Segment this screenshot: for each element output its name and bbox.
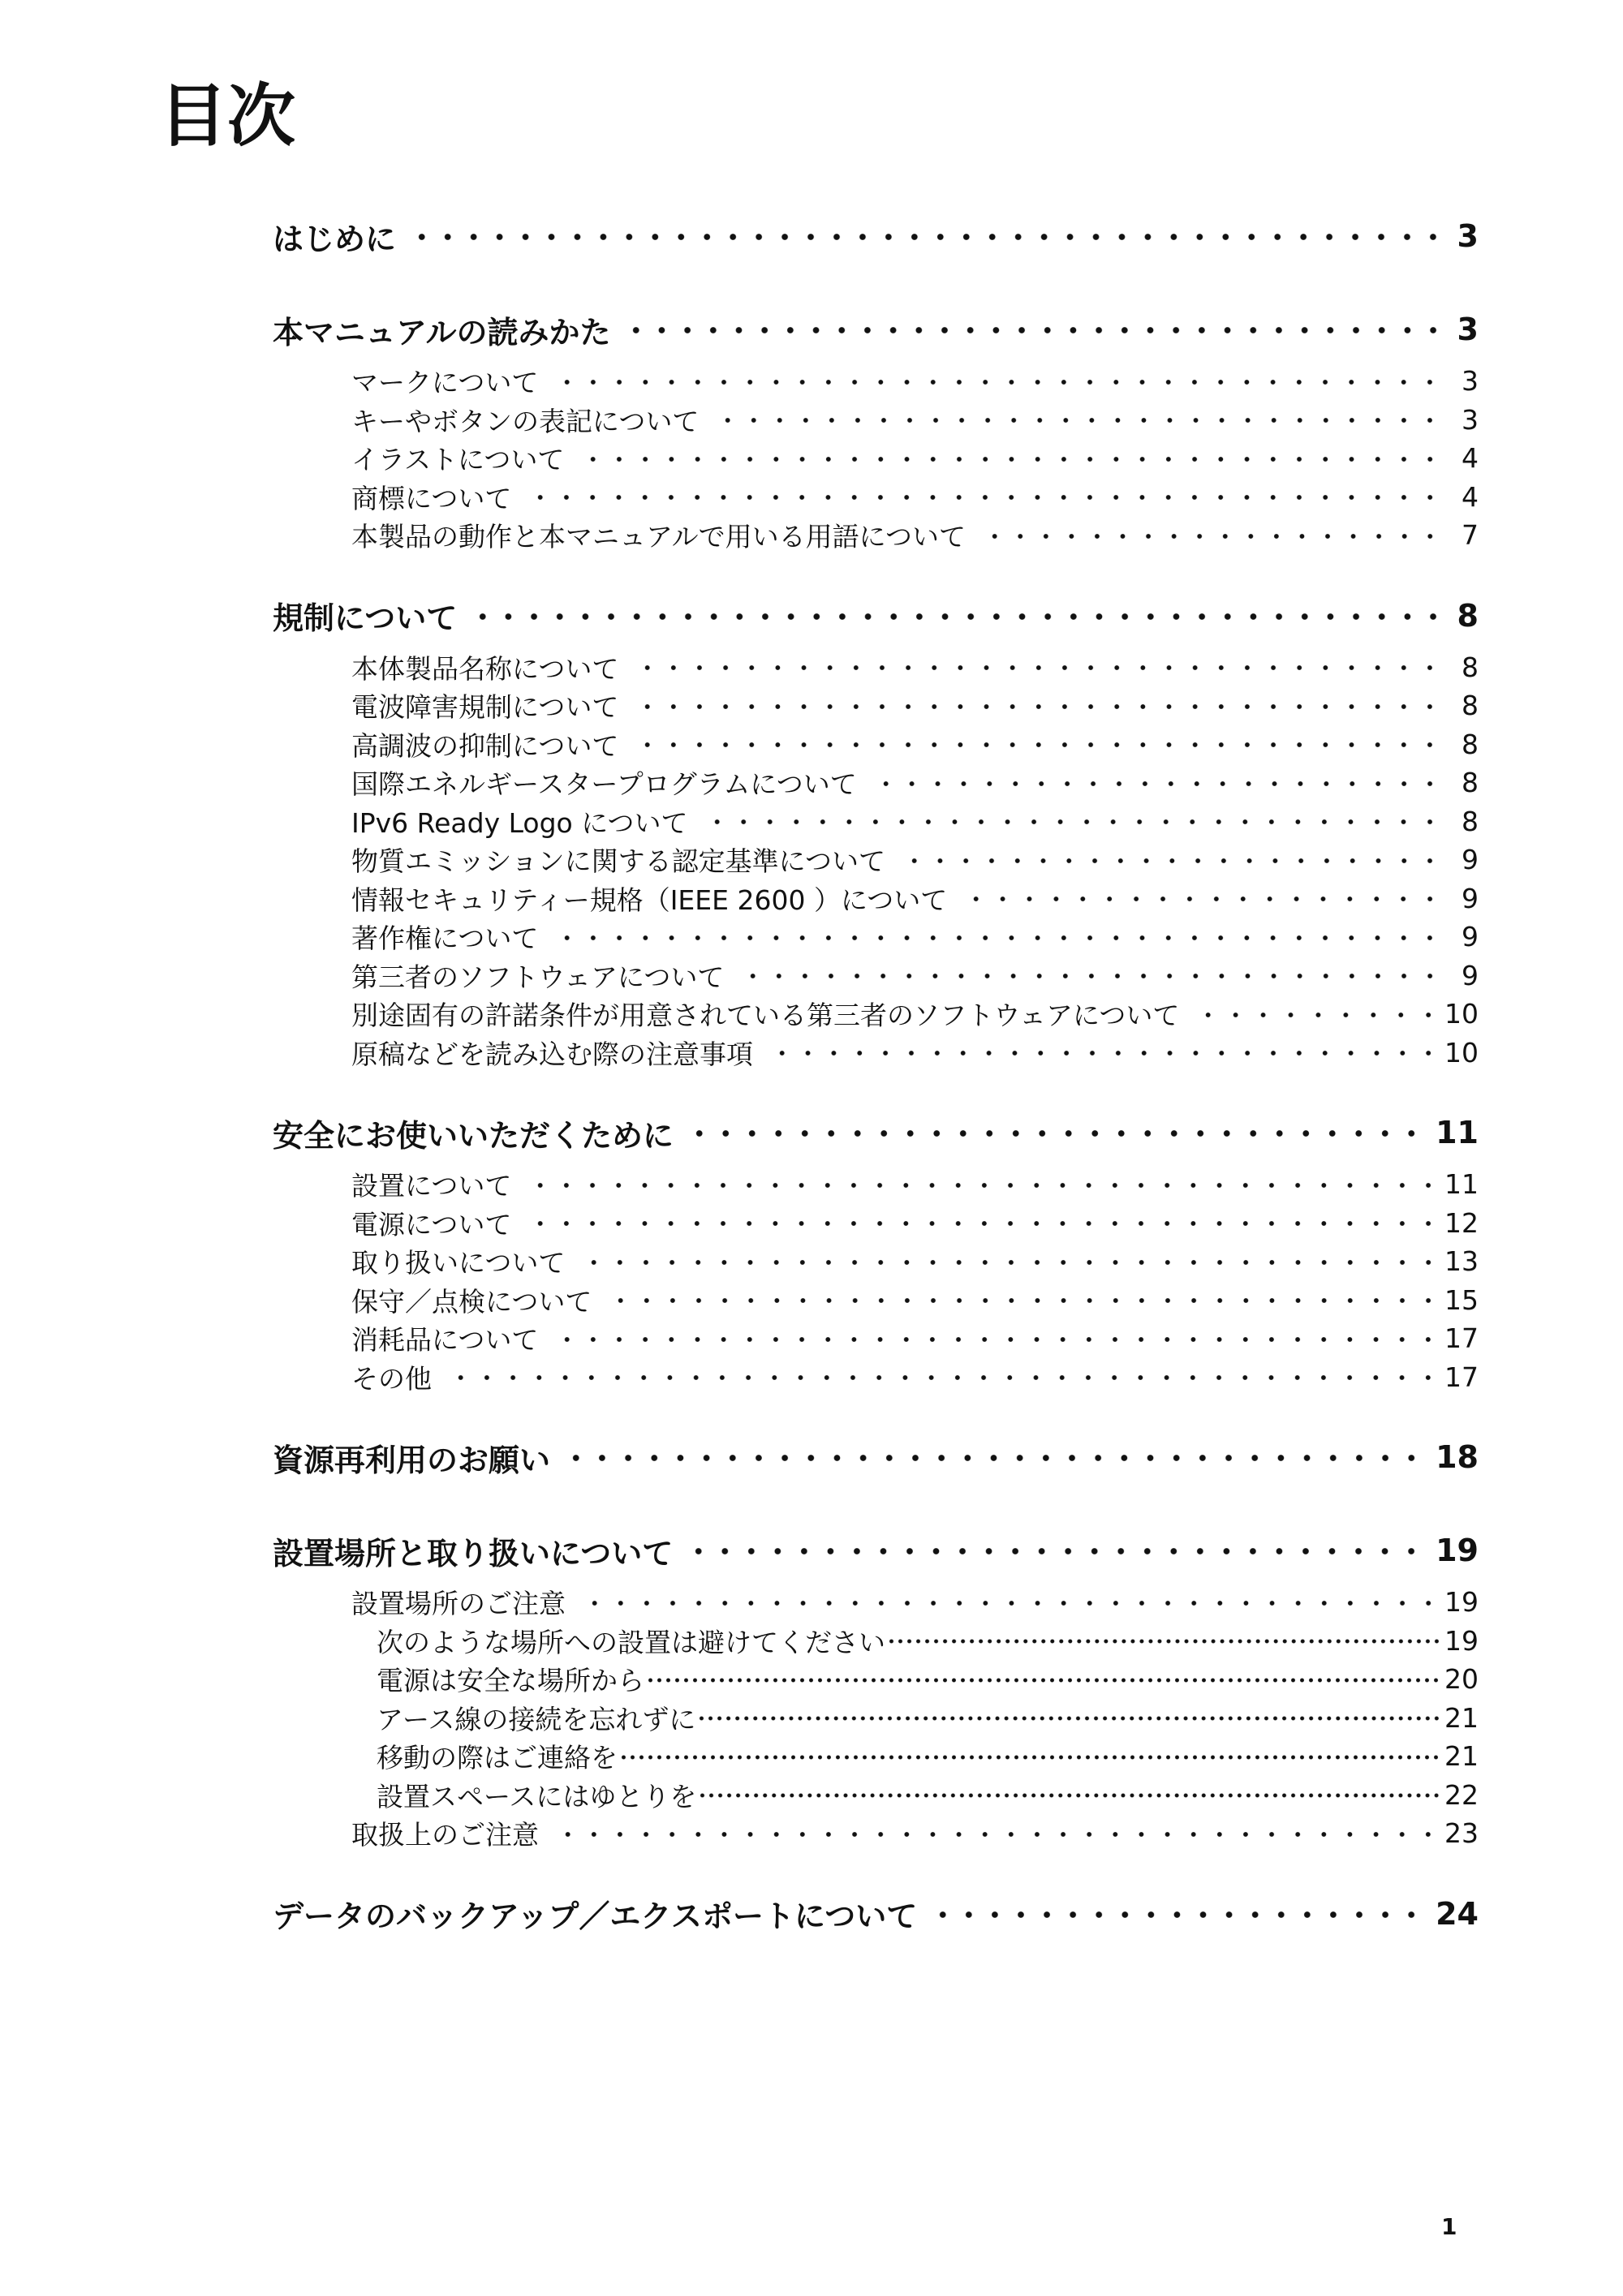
toc-section	[273, 1100, 1479, 1396]
toc-entry-row	[351, 957, 1479, 995]
toc-section	[273, 1518, 1479, 1853]
toc-entry-row	[351, 1583, 1479, 1622]
toc-heading-row	[273, 204, 1479, 269]
toc-subentry-row	[377, 1737, 1479, 1776]
dot-leader	[580, 439, 1443, 478]
toc-page-number: 9	[1462, 921, 1479, 953]
dot-leader	[581, 1242, 1441, 1281]
toc-heading-label: データのバックアップ／エクスポートについて	[273, 1898, 918, 1934]
toc-entry-label: 高調波の抑制について	[351, 729, 619, 762]
dot-leader	[697, 1699, 1441, 1738]
toc-subentry-row	[377, 1660, 1479, 1699]
toc-entry-label: 設置について	[351, 1170, 512, 1202]
toc-page-number: 17	[1444, 1322, 1479, 1355]
toc-heading-label: はじめに	[273, 221, 397, 257]
toc-subentry-row	[377, 1776, 1479, 1815]
toc-section	[273, 1881, 1479, 1946]
toc-heading-label: 本マニュアルの読みかた	[273, 314, 611, 350]
toc-entry-row	[351, 362, 1479, 401]
dot-leader	[982, 516, 1443, 555]
toc-entry-label: 第三者のソフトウェアについて	[351, 961, 725, 993]
toc-heading-label: 設置場所と取り扱いについて	[273, 1535, 674, 1572]
toc-page-number: 19	[1444, 1624, 1479, 1657]
toc-page-number: 9	[1462, 882, 1479, 914]
toc-entry-label: イラストについて	[351, 444, 565, 476]
toc-subentry-label: 電源は安全な場所から	[377, 1665, 644, 1697]
dot-leader	[527, 1204, 1441, 1243]
toc-entry-row	[351, 478, 1479, 517]
toc-entry-label: 国際エネルギースタープログラムについて	[351, 768, 857, 801]
dot-leader	[554, 918, 1443, 957]
toc-heading-row	[273, 297, 1479, 362]
toc-entry-row	[351, 1319, 1479, 1358]
toc-entry-row	[351, 1281, 1479, 1320]
toc-page-number: 15	[1444, 1283, 1479, 1316]
toc-entry-label: 取扱上のご注意	[351, 1819, 539, 1851]
toc-page-number: 17	[1444, 1361, 1479, 1393]
toc-entry-label: IPv6 Ready Logo について	[351, 806, 688, 839]
toc-heading-row	[273, 1425, 1479, 1490]
toc-page-number: 3	[1457, 218, 1479, 254]
toc-entry-label: 情報セキュリティー規格（IEEE 2600 ）について	[351, 884, 948, 916]
dot-leader	[687, 1100, 1424, 1165]
toc-page-number: 4	[1462, 442, 1479, 475]
toc-entry-label: 商標について	[351, 482, 512, 514]
dot-leader	[527, 1165, 1441, 1204]
toc-entry-row	[351, 725, 1479, 764]
dot-leader	[1195, 995, 1441, 1034]
toc-entry-label: 原稿などを読み込む際の注意事項	[351, 1038, 753, 1070]
toc-page-number: 11	[1436, 1115, 1479, 1150]
toc-page-number: 8	[1462, 651, 1479, 683]
dot-leader	[715, 401, 1443, 440]
toc-section	[273, 583, 1479, 1073]
toc-page-number: 8	[1462, 690, 1479, 722]
toc-page-number: 10	[1444, 998, 1479, 1030]
dot-leader	[555, 1814, 1441, 1853]
toc-page-number: 3	[1462, 403, 1479, 436]
toc-entry-row	[351, 1358, 1479, 1397]
toc-entry-label: 本製品の動作と本マニュアルで用いる用語について	[351, 521, 966, 553]
dot-leader	[409, 204, 1446, 269]
toc-entry-row	[351, 401, 1479, 440]
toc-page-number: 7	[1462, 519, 1479, 552]
dot-leader	[582, 1583, 1441, 1622]
toc-page-number: 8	[1462, 728, 1479, 760]
toc-entry-label: キーやボタンの表記について	[351, 405, 700, 437]
toc-entry-row	[351, 516, 1479, 555]
dot-leader	[873, 763, 1443, 802]
toc-section	[273, 297, 1479, 555]
toc-subentry-row	[377, 1699, 1479, 1738]
page-number: 1	[1441, 2213, 1457, 2240]
toc-page-number: 21	[1444, 1701, 1479, 1734]
toc-entry-label: マークについて	[351, 367, 539, 399]
toc-page-number: 22	[1444, 1778, 1479, 1811]
toc-page-number: 23	[1444, 1817, 1479, 1850]
dot-leader	[554, 1319, 1441, 1358]
toc-section	[273, 1425, 1479, 1490]
dot-leader	[635, 725, 1443, 764]
toc-heading-row	[273, 1881, 1479, 1946]
toc-entry-row	[351, 1814, 1479, 1853]
toc-page-number: 24	[1436, 1895, 1479, 1932]
toc-entry-row	[351, 763, 1479, 802]
toc-page-number: 11	[1444, 1168, 1479, 1201]
toc-page-number: 8	[1457, 597, 1479, 634]
dot-leader	[740, 957, 1443, 995]
toc-page-number: 3	[1457, 312, 1479, 347]
dot-leader	[608, 1281, 1441, 1320]
toc-entry-row	[351, 879, 1479, 918]
toc-entry-label: 物質エミッションに関する認定基準について	[351, 845, 886, 878]
toc-entry-row	[351, 1204, 1479, 1243]
toc-page-number: 13	[1444, 1245, 1479, 1278]
dot-leader	[470, 583, 1445, 648]
toc-page-number: 19	[1444, 1586, 1479, 1619]
dot-leader	[769, 1034, 1441, 1073]
toc-entry-row	[351, 1242, 1479, 1281]
toc-entry-label: 取り扱いについて	[351, 1247, 566, 1279]
toc-entry-label: 電源について	[351, 1208, 512, 1240]
dot-leader	[623, 297, 1445, 362]
toc-page-number: 19	[1436, 1533, 1479, 1568]
table-of-contents	[273, 204, 1479, 1946]
toc-entry-label: 著作権について	[351, 922, 539, 955]
toc-entry-row	[351, 1165, 1479, 1204]
dot-leader	[887, 1622, 1441, 1661]
toc-entry-row	[351, 686, 1479, 725]
dot-leader	[704, 802, 1443, 841]
toc-heading-label: 安全にお使いいただくために	[273, 1117, 674, 1154]
toc-subentry-label: 設置スペースにはゆとりを	[377, 1780, 697, 1812]
dot-leader	[448, 1358, 1441, 1397]
toc-entry-label: 保守／点検について	[351, 1285, 592, 1318]
toc-heading-row	[273, 1100, 1479, 1165]
dot-leader	[527, 478, 1443, 517]
toc-entry-row	[351, 1034, 1479, 1073]
dot-leader	[963, 879, 1443, 918]
dot-leader	[646, 1660, 1441, 1699]
toc-page-number: 8	[1462, 767, 1479, 799]
toc-entry-label: 電波障害規制について	[351, 691, 619, 724]
toc-entry-row	[351, 439, 1479, 478]
toc-subentry-label: 次のような場所への設置は避けてください	[377, 1626, 885, 1658]
toc-heading-row	[273, 583, 1479, 648]
toc-entry-label: 別途固有の許諾条件が用意されている第三者のソフトウェアについて	[351, 1000, 1180, 1032]
toc-page-number: 10	[1444, 1036, 1479, 1068]
toc-entry-label: 消耗品について	[351, 1324, 539, 1357]
toc-subentry-label: 移動の際はご連絡を	[377, 1742, 618, 1774]
dot-leader	[930, 1881, 1424, 1946]
toc-page-number: 9	[1462, 959, 1479, 991]
toc-entry-row	[351, 918, 1479, 957]
toc-page-number: 3	[1462, 365, 1479, 398]
toc-heading-label: 資源再利用のお願い	[273, 1442, 551, 1478]
toc-entry-row	[351, 648, 1479, 687]
toc-subentry-row	[377, 1622, 1479, 1661]
toc-page-number: 8	[1462, 805, 1479, 837]
toc-entry-label: 設置場所のご注意	[351, 1588, 566, 1620]
toc-entry-row	[351, 841, 1479, 879]
dot-leader	[698, 1776, 1441, 1815]
toc-heading-row	[273, 1518, 1479, 1583]
dot-leader	[563, 1425, 1424, 1490]
toc-page-number: 4	[1462, 480, 1479, 513]
dot-leader	[554, 362, 1443, 401]
toc-page-number: 21	[1444, 1740, 1479, 1773]
dot-leader	[902, 841, 1443, 879]
dot-leader	[635, 686, 1443, 725]
toc-entry-label: その他	[351, 1362, 432, 1395]
page-title: 目次	[159, 76, 296, 156]
toc-heading-label: 規制について	[273, 600, 458, 636]
toc-page-number: 18	[1436, 1439, 1479, 1475]
toc-entry-row	[351, 802, 1479, 841]
dot-leader	[686, 1518, 1424, 1583]
toc-page-number: 12	[1444, 1206, 1479, 1239]
toc-page-number: 20	[1444, 1663, 1479, 1696]
toc-entry-label: 本体製品名称について	[351, 652, 619, 685]
dot-leader	[619, 1737, 1441, 1776]
toc-entry-row	[351, 995, 1479, 1034]
toc-subentry-label: アース線の接続を忘れずに	[377, 1703, 696, 1735]
toc-section	[273, 204, 1479, 269]
dot-leader	[635, 648, 1443, 687]
toc-page-number: 9	[1462, 844, 1479, 876]
